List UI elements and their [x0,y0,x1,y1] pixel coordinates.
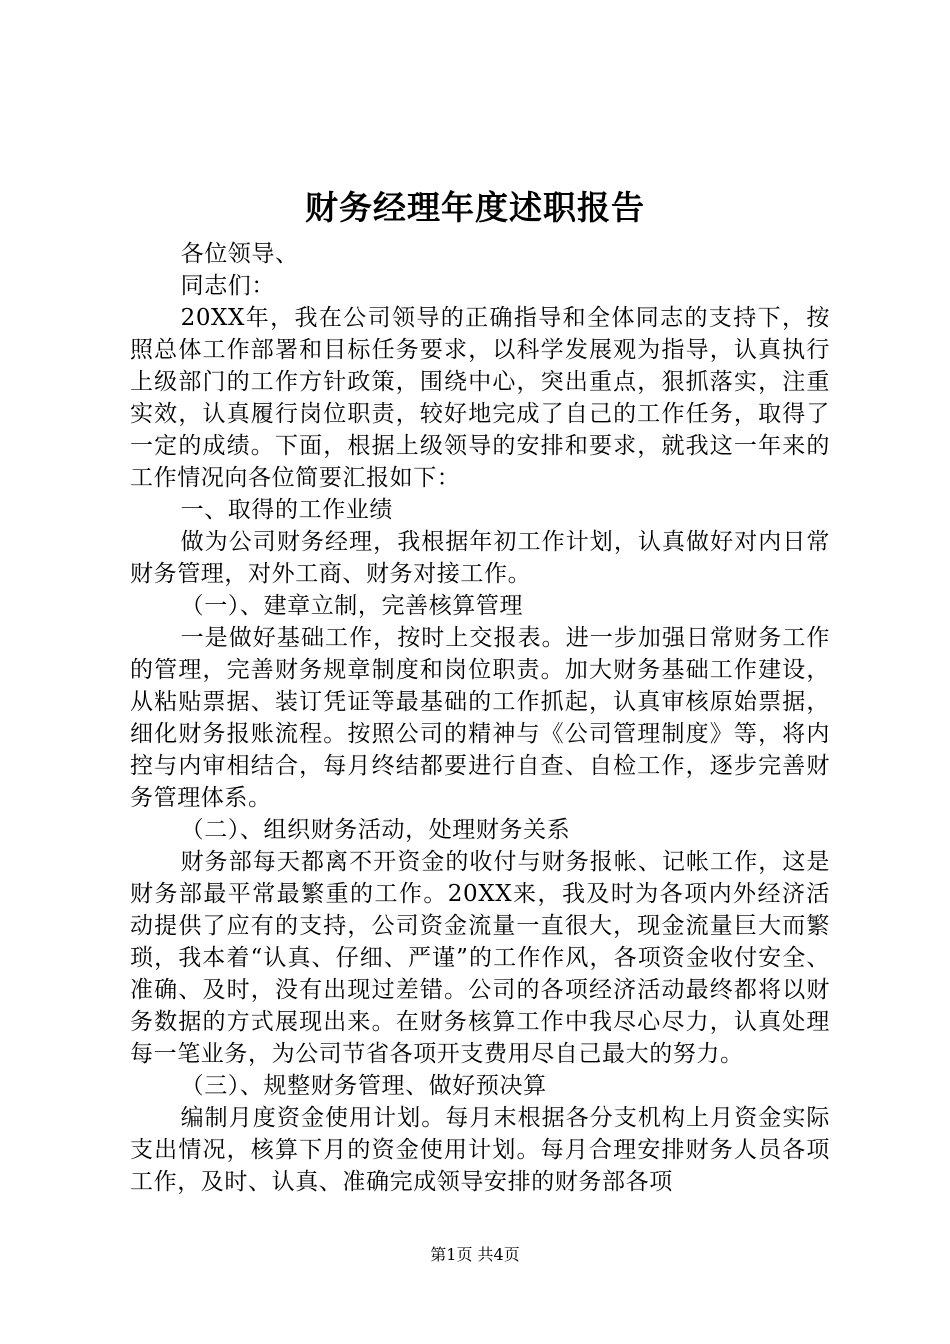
document-title: 财务经理年度述职报告 [305,188,645,227]
subsection-heading: （三）、规整财务管理、做好预决算 [180,1073,547,1099]
document-body [130,238,830,1198]
page-footer: 第1页 共4页 [430,1245,520,1264]
body-paragraph: 一是做好基础工作，按时上交报表。进一步加强日常财务工作的管理，完善财务规章制度和岗位职责。加大财务基础工作建设，从粘贴票据、装订凭证等最基础的工作抓起，认真审核原始票据，细化财务报账流程。按照公司的精神与《公司管理制度》等，将内控与内审相结合，每月终结都要进行自查、自检工作，逐步完善财务管理体系。 [130,625,830,811]
intro-paragraph: 20XX年，我在公司领导的正确指导和全体同志的支持下，按照总体工作部署和目标任务要求，以科学发展观为指导，认真执行上级部门的工作方针政策，围绕中心，突出重点，狠抓落实，注重实效，认真履行岗位职责，较好地完成了自己的工作任务，取得了一定的成绩。下面，根据上级领导的安排和要求，就我这一年来的工作情况向各位简要汇报如下： [130,305,830,491]
salutation-line-2: 同志们： [180,273,275,299]
salutation-line-1: 各位领导、 [180,241,299,267]
body-paragraph: 做为公司财务经理，我根据年初工作计划，认真做好对内日常财务管理，对外工商、财务对接工作。 [130,529,830,587]
subsection-heading: （二）、组织财务活动，处理财务关系 [180,817,571,843]
body-paragraph: 财务部每天都离不开资金的收付与财务报帐、记帐工作，这是财务部最平常最繁重的工作。20XX来，我及时为各项内外经济活动提供了应有的支持，公司资金流量一直很大，现金流量巨大而繁琐，我本着“认真、仔细、严谨”的工作作风，各项资金收付安全、准确、及时，没有出现过差错。公司的各项经济活动最终都将以财务数据的方式展现出来。在财务核算工作中我尽心尽力，认真处理每一笔业务，为公司节省各项开支费用尽自己最大的努力。 [130,849,830,1067]
body-paragraph: 编制月度资金使用计划。每月末根据各分支机构上月资金实际支出情况，核算下月的资金使用计划。每月合理安排财务人员各项工作，及时、认真、准确完成领导安排的财务部各项 [130,1105,830,1195]
section-heading: 一、取得的工作业绩 [180,497,393,523]
subsection-heading: （一）、建章立制，完善核算管理 [180,593,524,619]
